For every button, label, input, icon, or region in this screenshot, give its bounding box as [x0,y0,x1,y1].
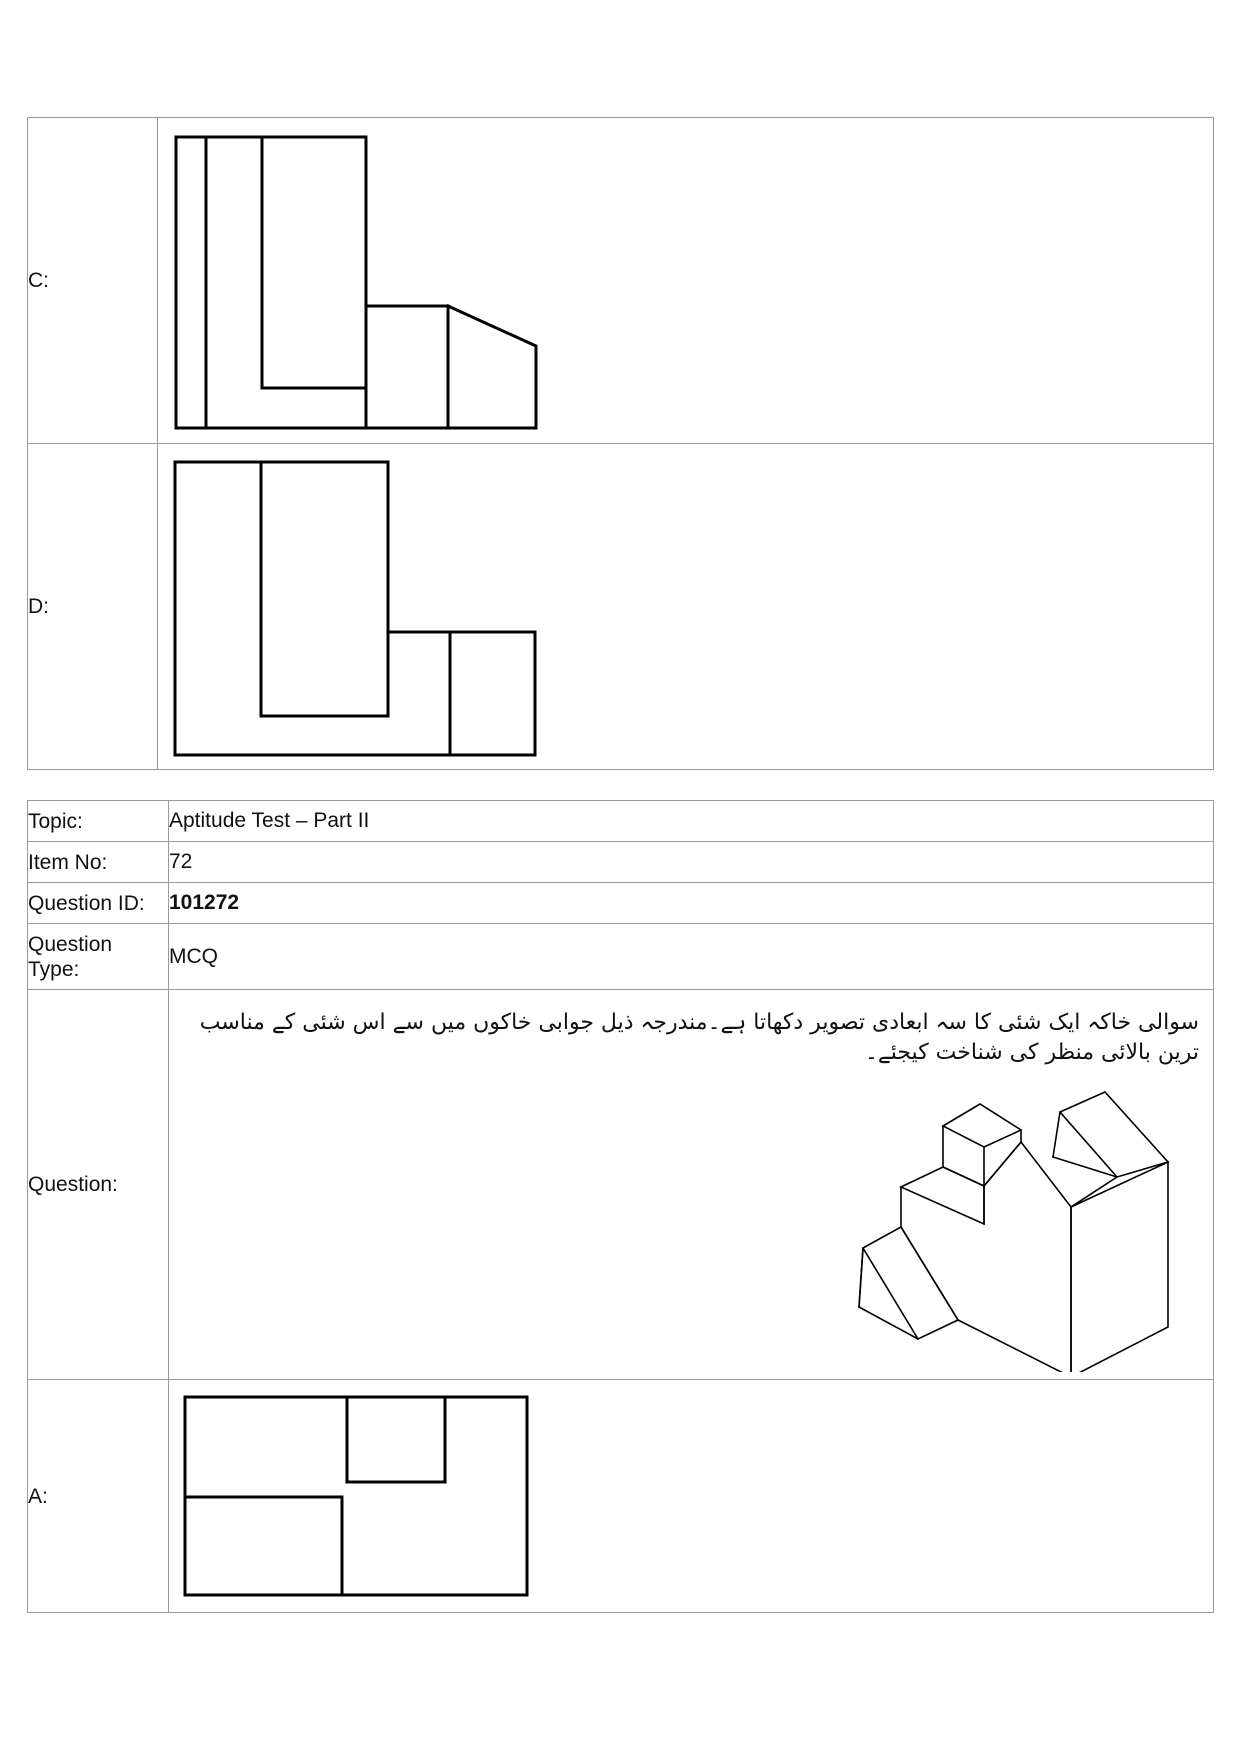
question-type-label: Question Type: [28,924,169,990]
iso-right-wall-base [1053,1157,1117,1207]
option-a-top-notch [347,1397,445,1482]
item-label: Item No: [28,842,169,883]
question-label: Question: [28,990,169,1380]
option-label: A: [28,1380,169,1613]
option-a-drawing [169,1382,569,1611]
iso-lower-wedge [863,1227,958,1339]
option-d-inner-step [261,462,388,716]
item-value: 72 [169,842,1214,883]
item-row [28,842,1214,883]
option-c-inner-step [262,137,366,388]
option-row-d [28,444,1214,770]
iso-middle-step-top [901,1167,984,1224]
question-row [28,990,1214,1380]
question-type-row [28,924,1214,990]
iso-middle-step-side [901,1187,958,1320]
option-c-drawing [158,120,578,442]
iso-upper-step-top [943,1104,1021,1147]
option-c-middle-box [366,306,448,428]
question-table [27,800,1214,1613]
iso-upper-step-floor [984,1142,1071,1207]
option-d-outline [175,462,535,755]
question-cell [169,990,1214,1380]
option-a-lower-left-rect [185,1497,342,1595]
iso-right-wall-edge [1053,1112,1060,1157]
topic-label: Topic: [28,801,169,842]
topic-row [28,801,1214,842]
iso-lower-wedge-edge [859,1248,863,1307]
option-d-drawing [158,446,578,768]
options-table [27,117,1214,770]
option-figure-cell [158,444,1214,770]
option-figure-cell [158,118,1214,444]
iso-front-face [1071,1162,1168,1372]
question-id-value: 101272 [169,883,1214,924]
option-label: C: [28,118,158,444]
question-id-label: Question ID: [28,883,169,924]
question-type-value: MCQ [169,924,1214,990]
option-c-outer-block [206,137,366,428]
iso-front-left-edge [958,1207,1071,1372]
option-c-slanted-box [448,306,536,428]
option-label: D: [28,444,158,770]
option-row-a [28,1380,1214,1613]
isometric-object-drawing [843,1052,1203,1372]
option-row-c [28,118,1214,444]
topic-value: Aptitude Test – Part II [169,801,1214,842]
question-id-row [28,883,1214,924]
question-text: سوالی خاکہ ایک شئی کا سہ ابعادی تصویر دکھاتا ہے۔مندرجہ ذیل جوابی خاکوں میں سے اس شئی کے مناسب ترین بالائی منظر کی شناخت کیجئے۔ [199,1010,1199,1065]
option-figure-cell [169,1380,1214,1613]
